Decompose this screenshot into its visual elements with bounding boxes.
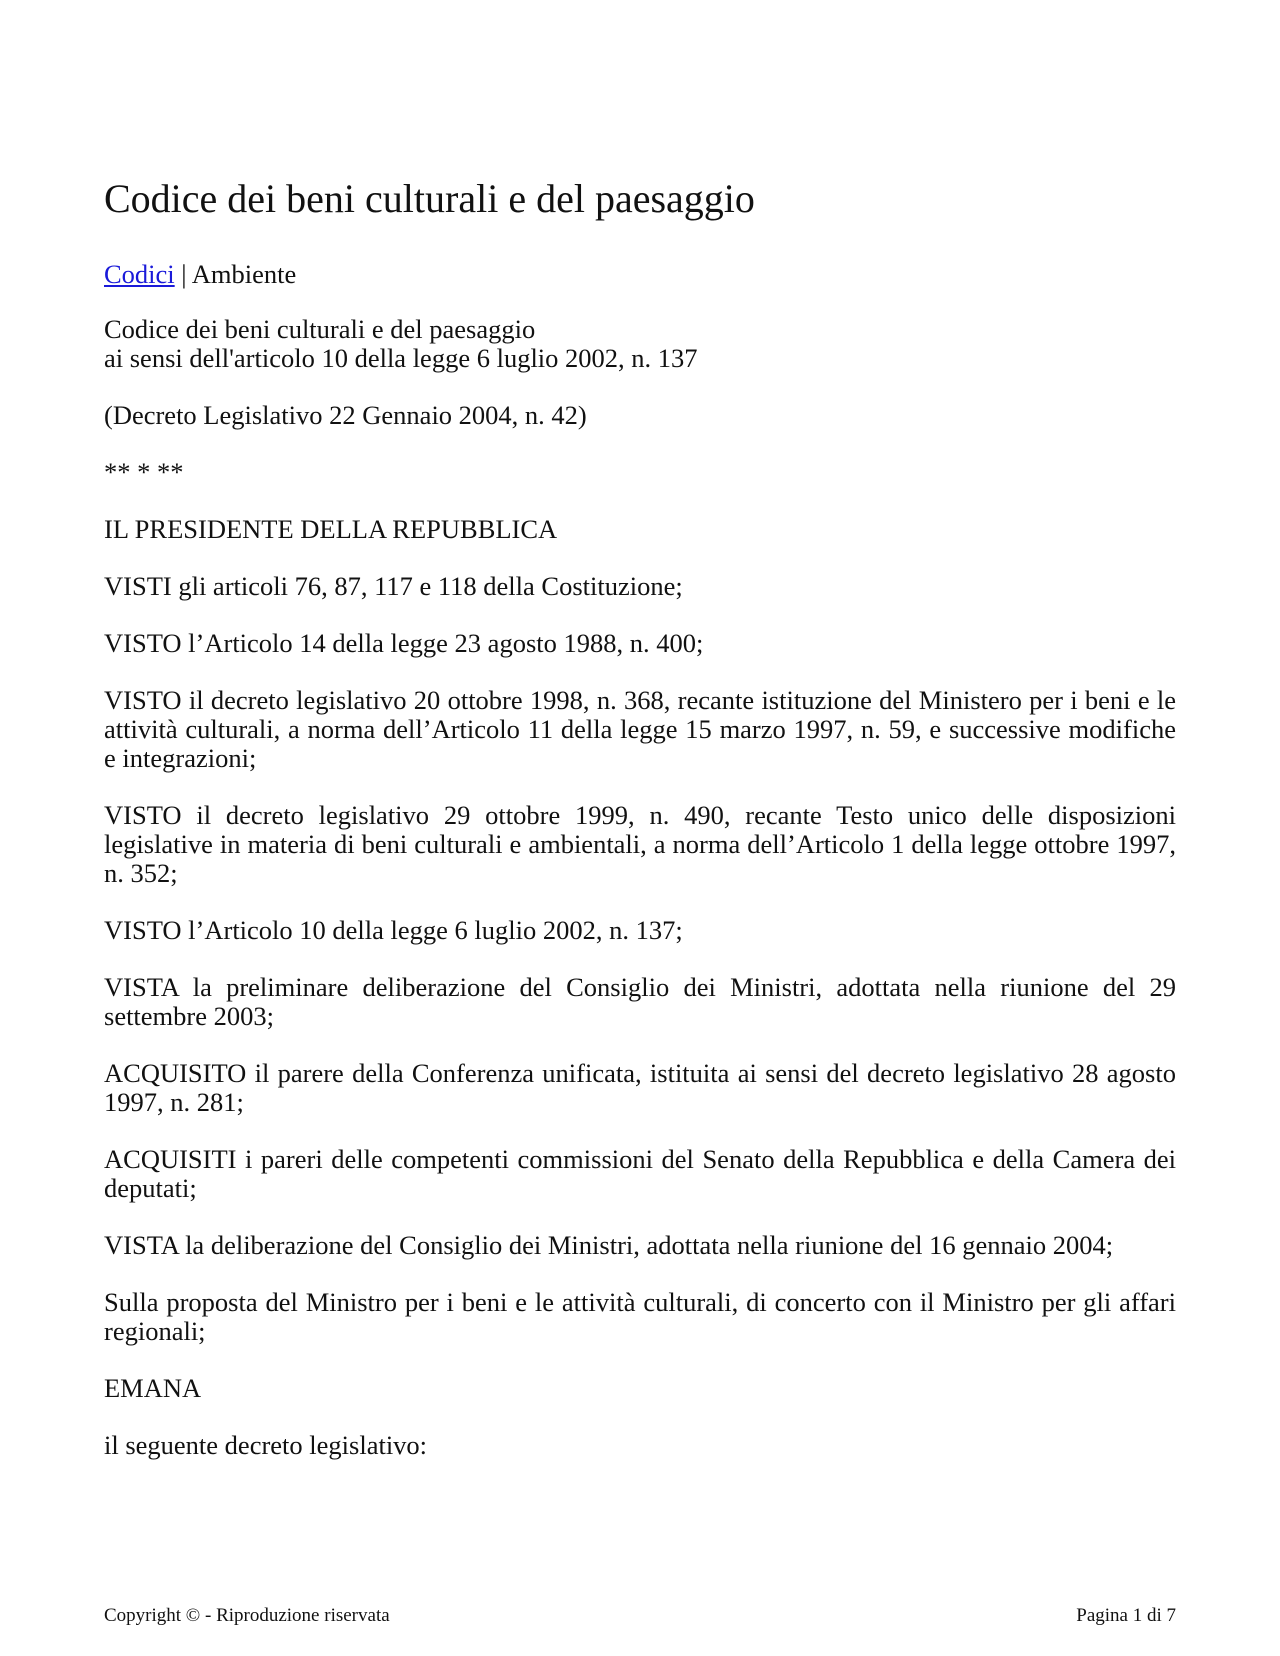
section-separator: ** * **: [104, 457, 184, 487]
subtitle-line: ai sensi dell'articolo 10 della legge 6 luglio 2002, n. 137: [104, 343, 698, 373]
subtitle-line: Codice dei beni culturali e del paesaggio: [104, 314, 536, 344]
preamble-paragraph: VISTA la deliberazione del Consiglio dei Ministri, adottata nella riunione del 16 gennaio 2004;: [104, 1230, 1114, 1260]
breadcrumb-link-codici[interactable]: Codici: [104, 259, 175, 289]
heading-president: IL PRESIDENTE DELLA REPUBBLICA: [104, 514, 558, 544]
footer-page-number: Pagina 1 di 7: [1076, 1605, 1176, 1626]
document-page: [104, 176, 1176, 1488]
closing-paragraph: il seguente decreto legislativo:: [104, 1430, 428, 1460]
preamble-paragraph: ACQUISITI i pareri delle competenti commissioni del Senato della Repubblica e della Camera dei deputati;: [104, 1144, 1176, 1203]
preamble-paragraph: Sulla proposta del Ministro per i beni e le attività culturali, di concerto con il Ministro per gli affari regionali;: [104, 1287, 1176, 1346]
preamble-paragraph: ACQUISITO il parere della Conferenza unificata, istituita ai sensi del decreto legislativo 28 agosto 1997, n. 281;: [104, 1058, 1176, 1117]
preamble-paragraph: VISTO l’Articolo 14 della legge 23 agosto 1988, n. 400;: [104, 628, 704, 658]
preamble-paragraph: VISTI gli articoli 76, 87, 117 e 118 della Costituzione;: [104, 571, 683, 601]
preamble-paragraph: VISTO il decreto legislativo 20 ottobre 1998, n. 368, recante istituzione del Ministero per i beni e le attività culturali, a norma dell’Articolo 11 della legge 15 marzo 1997, n. 59, e successive modifiche e integrazioni;: [104, 685, 1176, 773]
preamble-paragraph: VISTO il decreto legislativo 29 ottobre 1999, n. 490, recante Testo unico delle disposizioni legislative in materia di beni culturali e ambientali, a norma dell’Articolo 1 della legge ottobre 1997, n. 352;: [104, 800, 1176, 888]
breadcrumb-category: Ambiente: [191, 259, 297, 289]
decree-reference: (Decreto Legislativo 22 Gennaio 2004, n. 42): [104, 400, 587, 430]
breadcrumb-separator: |: [174, 259, 192, 289]
heading-emana: EMANA: [104, 1373, 202, 1403]
breadcrumb: [104, 260, 1176, 289]
page-footer: [104, 1605, 1176, 1627]
document-title: Codice dei beni culturali e del paesaggio: [104, 176, 755, 221]
footer-copyright: Copyright © - Riproduzione riservata: [104, 1605, 390, 1626]
subtitle-block: [104, 315, 1176, 373]
preamble-paragraph: VISTO l’Articolo 10 della legge 6 luglio 2002, n. 137;: [104, 915, 683, 945]
preamble-paragraph: VISTA la preliminare deliberazione del Consiglio dei Ministri, adottata nella riunione del 29 settembre 2003;: [104, 972, 1176, 1031]
